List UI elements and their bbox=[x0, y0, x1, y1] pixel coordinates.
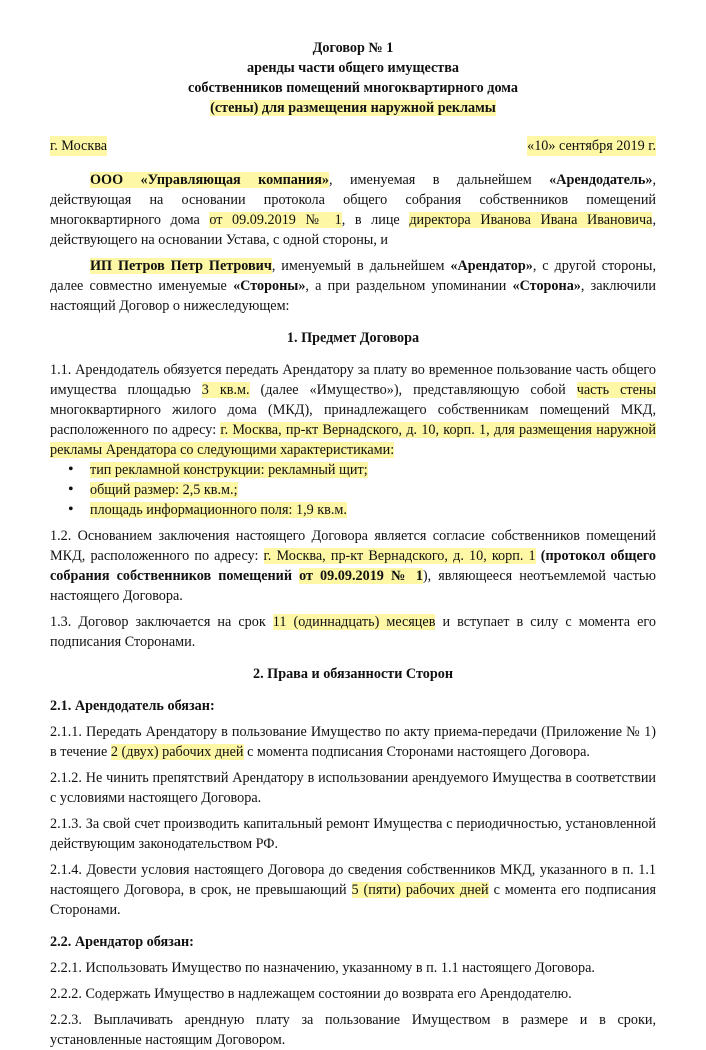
clause-2-2-1: 2.2.1. Использовать Имущество по назначению, указанному в п. 1.1 настоящего Договора. bbox=[50, 960, 595, 976]
list-item-text: тип рекламной конструкции: рекламный щит; bbox=[90, 462, 368, 478]
subsection-2-2-title: 2.2. Арендатор обязан: bbox=[50, 934, 194, 950]
preamble-text: , именуемый в дальнейшем bbox=[271, 258, 451, 274]
parties-term: «Стороны» bbox=[233, 278, 306, 294]
characteristics-list bbox=[50, 460, 656, 520]
title-line-2: аренды части общего имущества bbox=[247, 60, 459, 76]
preamble-text: , действующего на основании Устава, с одной стороны, и bbox=[50, 212, 656, 248]
clause-text: 2.1.1. Передать Арендатору в пользование Имущество по акту приема-передачи (Приложение № 1) в течение bbox=[50, 724, 656, 760]
transfer-days: 2 (двух) рабочих дней bbox=[110, 744, 244, 760]
lessor-role: «Арендодатель» bbox=[549, 172, 653, 188]
preamble-text: , с другой стороны, далее совместно именуемые bbox=[50, 258, 657, 294]
party-term: «Сторона» bbox=[512, 278, 581, 294]
clause-text: 1.1. Арендодатель обязуется передать Арендатору за плату во временное пользование часть общего имущества площадью bbox=[50, 362, 656, 398]
clause-text: многоквартирного жилого дома (МКД), принадлежащего собственникам помещений МКД, расположенного по адресу: bbox=[50, 402, 656, 438]
clause-text: и вступает в силу с момента его подписания Сторонами. bbox=[50, 614, 656, 650]
contract-date: «10» сентября 2019 г. bbox=[527, 138, 656, 154]
list-item bbox=[90, 480, 656, 500]
title-line-3: собственников помещений многоквартирного дома bbox=[188, 80, 518, 96]
clause-2-1-1 bbox=[50, 722, 656, 762]
list-item bbox=[90, 460, 656, 480]
title-line-1: Договор № 1 bbox=[312, 40, 394, 56]
list-item-text: общий размер: 2,5 кв.м.; bbox=[90, 482, 238, 498]
title-line-4: (стены) для размещения наружной рекламы bbox=[210, 100, 496, 116]
preamble-text: , в лице bbox=[341, 212, 410, 228]
address-value: г. Москва, пр-кт Вернадского, д. 10, корп. 1, для размещения наружной рекламы Арендатора со следующими характеристиками: bbox=[50, 422, 656, 458]
wall-part: часть стены bbox=[576, 382, 656, 398]
clause-text: (далее «Имущество»), представляющую собой bbox=[249, 382, 577, 398]
contract-city: г. Москва bbox=[50, 138, 108, 154]
section-1-title: 1. Предмет Договора bbox=[286, 330, 420, 346]
preamble-text: , заключили настоящий Договор о нижеследующем: bbox=[50, 278, 656, 314]
section-2-title: 2. Права и обязанности Сторон bbox=[252, 666, 454, 682]
area-value: 3 кв.м. bbox=[201, 382, 250, 398]
clause-2-1-2: 2.1.2. Не чинить препятствий Арендатору в использовании арендуемого Имущества в соответствии с условиями настоящего Договора. bbox=[50, 770, 656, 806]
notify-days: 5 (пяти) рабочих дней bbox=[351, 882, 489, 898]
clause-2-1-4 bbox=[50, 860, 656, 920]
lessee-role: «Арендатор» bbox=[450, 258, 533, 274]
preamble-text: , а при раздельном упоминании bbox=[305, 278, 513, 294]
clause-2-2-3: 2.2.3. Выплачивать арендную плату за пользование Имуществом в размере и в сроки, установленные настоящим Договором. bbox=[50, 1012, 656, 1048]
clause-1-3 bbox=[50, 612, 656, 652]
preamble-text: , действующая на основании протокола общего собрания собственников помещений многоквартирного дома bbox=[50, 172, 656, 228]
lessor-name: ООО «Управляющая компания» bbox=[90, 172, 329, 188]
clause-1-2 bbox=[50, 526, 656, 606]
clause-2-2-2: 2.2.2. Содержать Имущество в надлежащем состоянии до возврата его Арендодателю. bbox=[50, 986, 572, 1002]
place-date-line bbox=[50, 136, 656, 156]
list-item-text: площадь информационного поля: 1,9 кв.м. bbox=[90, 502, 347, 518]
preamble-lessee bbox=[50, 256, 656, 316]
contract-title bbox=[50, 38, 656, 118]
protocol-ref: от 09.09.2019 № 1 bbox=[209, 212, 342, 228]
clause-text-bold: (протокол общего собрания собственников помещений bbox=[50, 548, 656, 584]
clause-text: 2.1.4. Довести условия настоящего Договора до сведения собственников МКД, указанного в п. 1.1 настоящего Договора, в срок, не превышающий bbox=[50, 862, 656, 898]
preamble-lessor bbox=[50, 170, 656, 250]
address-value: г. Москва, пр-кт Вернадского, д. 10, корп. 1 bbox=[263, 548, 536, 564]
director-name: директора Иванова Ивана Ивановича bbox=[409, 212, 653, 228]
clause-2-1-3: 2.1.3. За свой счет производить капитальный ремонт Имущества с периодичностью, установленной действующим законодательством РФ. bbox=[50, 816, 656, 852]
clause-text: 1.2. Основанием заключения настоящего Договора является согласие собственников помещений МКД, расположенного по адресу: bbox=[50, 528, 656, 564]
clause-text: с момента его подписания Сторонами. bbox=[50, 882, 657, 918]
list-item bbox=[90, 500, 656, 520]
term-value: 11 (одиннадцать) месяцев bbox=[272, 614, 436, 630]
preamble-text: , именуемая в дальнейшем bbox=[329, 172, 550, 188]
clause-text: с момента подписания Сторонами настоящего Договора. bbox=[243, 744, 590, 760]
subsection-2-1-title: 2.1. Арендодатель обязан: bbox=[50, 698, 215, 714]
clause-text: 1.3. Договор заключается на срок bbox=[50, 614, 273, 630]
clause-1-1 bbox=[50, 360, 656, 460]
clause-text: ), являющееся неотъемлемой частью настоящего Договора. bbox=[50, 568, 656, 604]
protocol-date: от 09.09.2019 № 1 bbox=[299, 568, 423, 584]
lessee-name: ИП Петров Петр Петрович bbox=[90, 258, 272, 274]
